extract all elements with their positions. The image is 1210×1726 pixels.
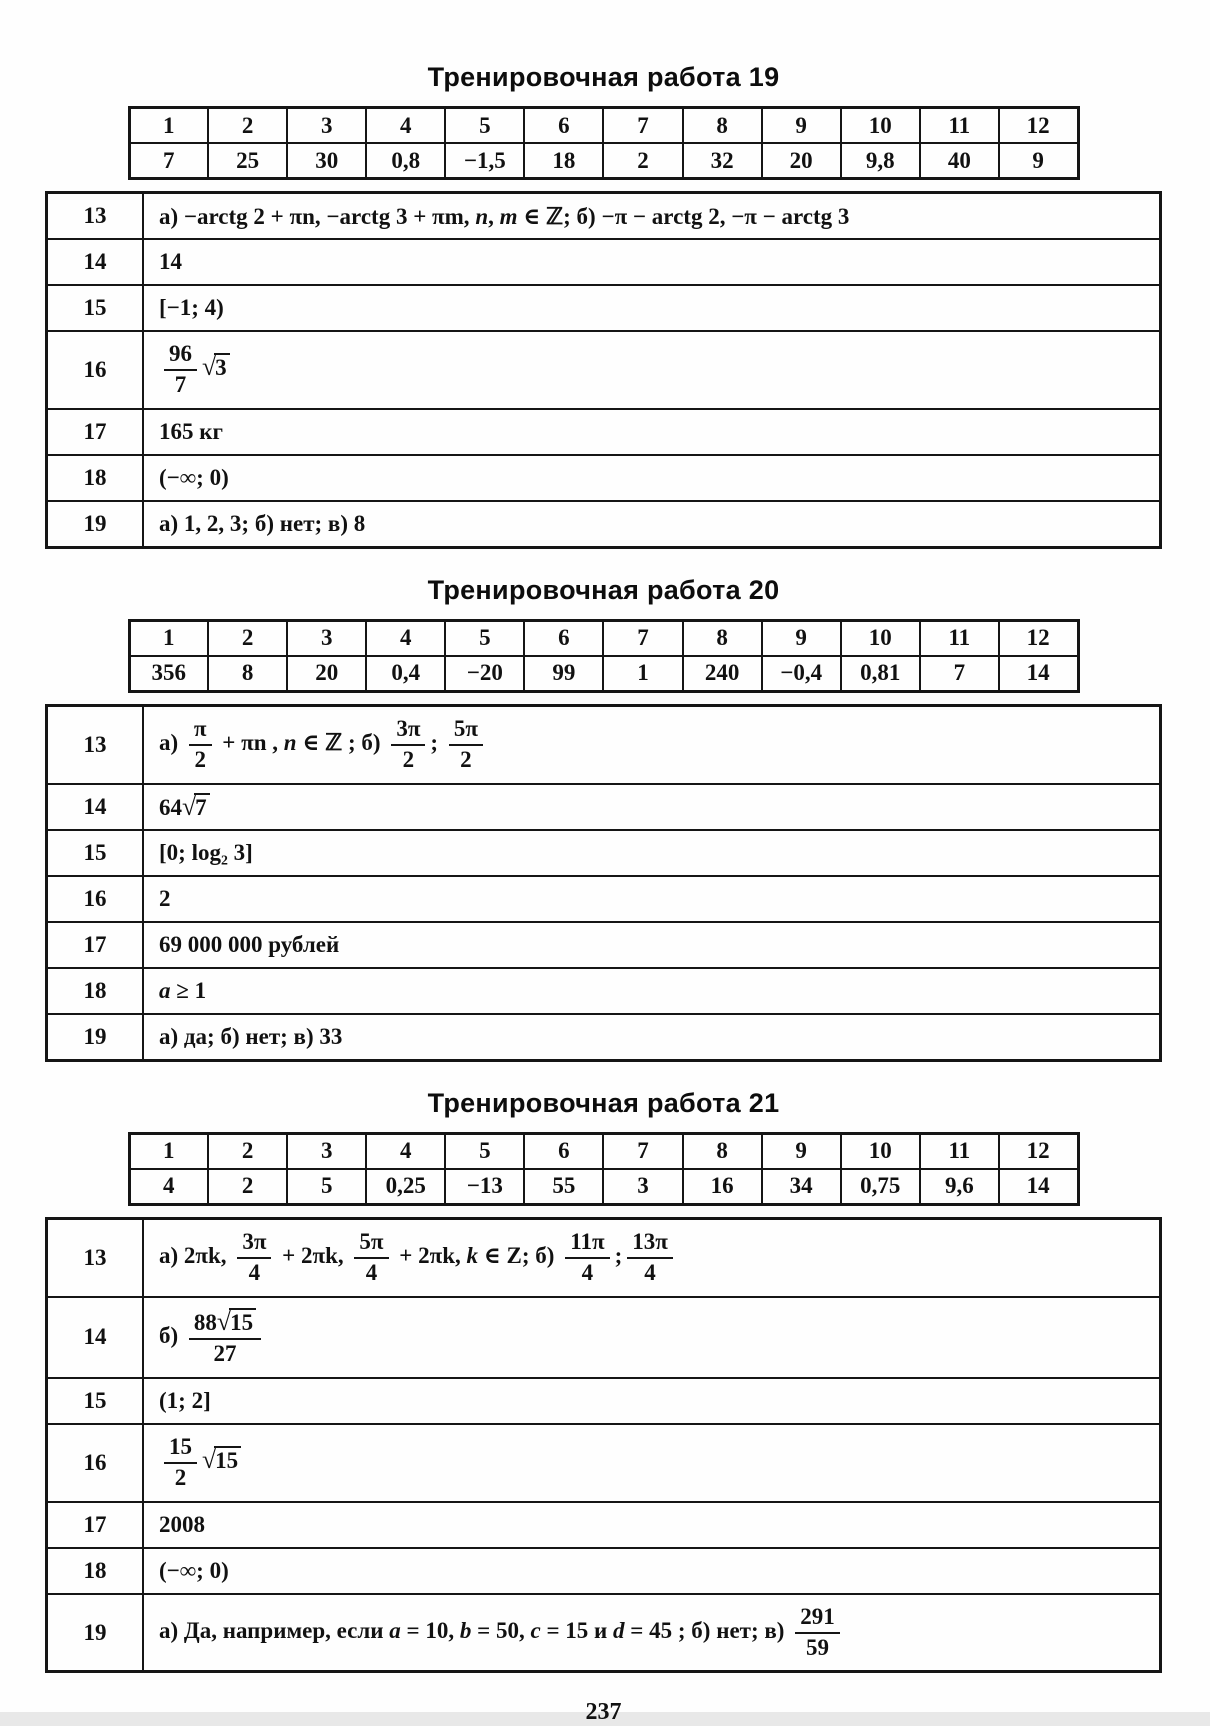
radicand: 15 (214, 1446, 241, 1473)
fraction-numerator (449, 716, 483, 746)
math-text: 165 кг (159, 418, 223, 444)
math-text: 2 (159, 885, 171, 911)
result-value-cell: 9,6 (920, 1169, 999, 1205)
result-header-cell: 11 (920, 108, 999, 144)
fraction (449, 716, 483, 774)
answer-content-cell (143, 455, 1161, 501)
answer-number-cell: 17 (47, 922, 144, 968)
answer-number-cell: 18 (47, 968, 144, 1014)
result-header-cell: 1 (129, 620, 208, 656)
answer-number-cell: 19 (47, 1014, 144, 1061)
math-text: + 2πk, (276, 1242, 350, 1268)
answer-content-cell (143, 1594, 1161, 1672)
math-text: б) (159, 1322, 184, 1348)
fraction-denominator (249, 1259, 261, 1286)
result-header-cell: 10 (841, 1133, 920, 1169)
math-text: [−1; 4) (159, 295, 224, 320)
answer-number-cell: 15 (47, 1378, 144, 1424)
answer-number-cell: 15 (47, 285, 144, 331)
result-value-cell: −1,5 (445, 143, 524, 179)
answer-row (47, 193, 1161, 240)
result-header-cell: 12 (999, 108, 1078, 144)
fraction (237, 1229, 271, 1287)
math-variable: m (499, 203, 518, 229)
radical-sign: √ (202, 352, 217, 382)
math-text: = 15 и (540, 1617, 614, 1643)
result-header-cell: 9 (762, 108, 841, 144)
result-value-cell: 356 (129, 656, 208, 692)
math-text: + πn , (216, 730, 284, 756)
result-header-cell: 8 (683, 620, 762, 656)
fraction-numerator (391, 716, 425, 746)
answer-number-cell: 16 (47, 331, 144, 409)
math-text: 2 (460, 747, 472, 773)
radical-sign: √ (202, 1444, 217, 1474)
fraction (164, 341, 197, 399)
math-text: 5π (453, 715, 478, 741)
fraction (189, 716, 212, 774)
math-text: 27 (213, 1341, 237, 1367)
result-value-cell: 20 (287, 656, 366, 692)
answers-table (45, 704, 1162, 1062)
result-header-cell: 3 (287, 108, 366, 144)
fraction-denominator (460, 746, 472, 773)
math-text: ; (614, 1242, 623, 1268)
answer-content-cell (143, 830, 1161, 876)
result-header-cell: 1 (129, 108, 208, 144)
answer-row (47, 1218, 1161, 1296)
math-text: ∈ Z; б) (478, 1242, 561, 1268)
math-text: 13π (632, 1228, 668, 1254)
math-text: + 2πk, (393, 1242, 467, 1268)
result-header-cell: 11 (920, 620, 999, 656)
result-value-cell: 7 (920, 656, 999, 692)
fraction-denominator (403, 746, 415, 773)
result-value-cell: 40 (920, 143, 999, 179)
result-value-cell: 240 (683, 656, 762, 692)
answer-row (47, 331, 1161, 409)
result-header-cell: 6 (524, 108, 603, 144)
fraction (627, 1229, 673, 1287)
answer-number-cell: 15 (47, 830, 144, 876)
math-text: 3π (242, 1228, 267, 1254)
answer-content-cell (143, 1297, 1161, 1378)
fraction-denominator (175, 371, 187, 398)
fraction-numerator (164, 341, 197, 371)
radical-sign: √ (216, 1306, 232, 1336)
answer-number-cell: 13 (47, 1218, 144, 1296)
answer-number-cell: 16 (47, 1424, 144, 1502)
math-text: 4 (248, 1260, 261, 1286)
section-title: Тренировочная работа 20 (427, 574, 780, 605)
math-text: 2008 (159, 1511, 205, 1537)
math-text: 4 (644, 1260, 656, 1286)
result-value-cell: −0,4 (762, 656, 841, 692)
result-header-cell: 8 (683, 1133, 762, 1169)
fraction-numerator (237, 1229, 271, 1259)
result-value-cell: 32 (683, 143, 762, 179)
answer-content-cell (143, 285, 1161, 331)
answer-content-cell (143, 1014, 1161, 1061)
answer-content-cell (143, 193, 1161, 240)
math-text: = 10, (400, 1617, 460, 1643)
section-title: Тренировочная работа 19 (427, 62, 780, 92)
result-header-cell: 4 (366, 620, 445, 656)
math-text: а) −arctg 2 + πn, −arctg 3 + πm, (159, 203, 476, 229)
math-text: 96 (169, 341, 192, 366)
math-text: а) 1, 2, 3; б) нет; в) 8 (159, 510, 366, 536)
result-header-cell: 4 (366, 1133, 445, 1169)
answer-content-cell (143, 409, 1161, 455)
math-variable: d (613, 1617, 625, 1643)
answer-number-cell: 18 (47, 455, 144, 501)
answer-row (47, 1548, 1161, 1594)
math-text: а) Да, например, если (159, 1617, 390, 1643)
result-header-cell: 6 (524, 1133, 603, 1169)
math-variable: a (389, 1617, 401, 1643)
fraction-denominator (582, 1259, 594, 1286)
answer-row (47, 455, 1161, 501)
results-values-row (129, 1169, 1078, 1205)
answer-row (47, 705, 1161, 783)
math-text: ∈ ℤ ; б) (296, 730, 387, 756)
math-text: π (193, 715, 207, 741)
math-text: 4 (581, 1260, 594, 1286)
sections-container (45, 62, 1162, 1673)
math-text: = 50, (471, 1617, 531, 1643)
answer-content-cell (143, 1424, 1161, 1502)
answer-number-cell: 17 (47, 409, 144, 455)
result-header-cell: 12 (999, 620, 1078, 656)
result-header-cell: 3 (287, 620, 366, 656)
sqrt-expression (182, 792, 210, 822)
answer-content-cell (143, 1378, 1161, 1424)
math-variable: a (159, 977, 171, 1003)
math-text: [0; log₂ 3] (159, 839, 253, 865)
math-text: 88 (193, 1309, 217, 1335)
result-header-cell: 2 (208, 620, 287, 656)
result-value-cell: 0,25 (366, 1169, 445, 1205)
math-text: 5π (359, 1228, 384, 1254)
answer-content-cell (143, 1548, 1161, 1594)
result-value-cell: 2 (208, 1169, 287, 1205)
results-header-row (129, 108, 1078, 144)
result-value-cell: 7 (129, 143, 208, 179)
result-header-cell: 6 (524, 620, 603, 656)
math-text: 2 (194, 747, 206, 773)
results-grid-table (128, 1132, 1080, 1206)
answer-row (47, 876, 1161, 922)
math-text: (1; 2] (159, 1387, 211, 1413)
answer-content-cell (143, 331, 1161, 409)
result-header-cell: 10 (841, 108, 920, 144)
answer-number-cell: 19 (47, 1594, 144, 1672)
answer-number-cell: 19 (47, 501, 144, 548)
answer-row (47, 1014, 1161, 1061)
answer-row (47, 968, 1161, 1014)
results-grid-table (128, 619, 1080, 693)
math-text: 3π (396, 715, 421, 741)
answers-table (45, 1217, 1162, 1674)
result-value-cell: 0,81 (841, 656, 920, 692)
radicand: 3 (214, 353, 230, 380)
result-value-cell: 3 (603, 1169, 682, 1205)
radical-sign: √ (182, 791, 197, 821)
answer-row (47, 239, 1161, 285)
math-variable: n (283, 730, 297, 756)
math-text: 2 (174, 1465, 187, 1491)
result-header-cell: 10 (841, 620, 920, 656)
result-header-cell: 2 (208, 108, 287, 144)
answer-content-cell (143, 705, 1161, 783)
math-text: 69 000 000 рублей (159, 931, 340, 957)
result-value-cell: 16 (683, 1169, 762, 1205)
answer-content-cell (143, 784, 1161, 830)
answer-number-cell: 13 (47, 193, 144, 240)
result-header-cell: 7 (603, 1133, 682, 1169)
answer-row (47, 409, 1161, 455)
result-value-cell: 2 (603, 143, 682, 179)
answer-row (47, 922, 1161, 968)
math-variable: c (530, 1617, 541, 1643)
math-variable: k (466, 1242, 479, 1268)
result-value-cell: 4 (129, 1169, 208, 1205)
fraction-numerator (189, 1307, 261, 1341)
result-value-cell: 0,4 (366, 656, 445, 692)
answer-number-cell: 13 (47, 705, 144, 783)
answer-content-cell (143, 501, 1161, 548)
fraction (189, 1307, 261, 1368)
math-variable: b (459, 1617, 472, 1643)
answer-content-cell (143, 1218, 1161, 1296)
result-value-cell: 14 (999, 656, 1078, 692)
math-text: ≥ 1 (170, 977, 207, 1003)
answer-number-cell: 16 (47, 876, 144, 922)
result-header-cell: 3 (287, 1133, 366, 1169)
fraction-numerator (627, 1229, 673, 1259)
math-text: 2 (402, 747, 415, 773)
fraction-denominator (806, 1634, 829, 1661)
answer-content-cell (143, 876, 1161, 922)
result-header-cell: 7 (603, 108, 682, 144)
fraction (565, 1229, 609, 1287)
answer-content-cell (143, 239, 1161, 285)
result-header-cell: 7 (603, 620, 682, 656)
fraction-numerator (354, 1229, 388, 1259)
results-header-row (129, 620, 1078, 656)
math-text: 14 (159, 249, 182, 274)
result-header-cell: 9 (762, 620, 841, 656)
results-values-row (129, 656, 1078, 692)
radicand: 15 (229, 1308, 256, 1335)
result-value-cell: 0,8 (366, 143, 445, 179)
result-header-cell: 8 (683, 108, 762, 144)
math-text: , (488, 203, 500, 229)
math-text: = 45 ; б) нет; в) (624, 1617, 791, 1643)
sqrt-expression (217, 1307, 256, 1337)
fraction-denominator (644, 1259, 656, 1286)
result-header-cell: 5 (445, 1133, 524, 1169)
answer-row (47, 1594, 1161, 1672)
result-header-cell: 1 (129, 1133, 208, 1169)
result-header-cell: 2 (208, 1133, 287, 1169)
fraction-numerator (565, 1229, 609, 1259)
math-text: 4 (365, 1260, 378, 1286)
fraction-numerator (189, 716, 212, 746)
fraction (164, 1434, 197, 1492)
answer-row (47, 830, 1161, 876)
answer-number-cell: 14 (47, 239, 144, 285)
math-text: а) 2πk, (159, 1242, 233, 1268)
answer-row (47, 501, 1161, 548)
math-text: (−∞; 0) (159, 464, 229, 490)
answer-number-cell: 17 (47, 1502, 144, 1548)
result-value-cell: 5 (287, 1169, 366, 1205)
answer-row (47, 1378, 1161, 1424)
answer-number-cell: 14 (47, 784, 144, 830)
math-text: 11π (570, 1228, 605, 1254)
result-value-cell: 8 (208, 656, 287, 692)
answer-number-cell: 14 (47, 1297, 144, 1378)
fraction-numerator (795, 1604, 840, 1634)
sqrt-expression (202, 352, 230, 382)
answer-content-cell (143, 968, 1161, 1014)
result-header-cell: 11 (920, 1133, 999, 1169)
fraction-denominator (213, 1340, 236, 1367)
worksheet-section (45, 575, 1162, 1062)
answers-table (45, 191, 1162, 549)
answer-content-cell (143, 922, 1161, 968)
math-text: а) (159, 730, 184, 756)
fraction-denominator (175, 1464, 187, 1491)
result-value-cell: 9 (999, 143, 1078, 179)
radicand: 7 (194, 793, 210, 820)
result-value-cell: 99 (524, 656, 603, 692)
worksheet-section (45, 1088, 1162, 1674)
answer-row (47, 1297, 1161, 1378)
result-value-cell: 18 (524, 143, 603, 179)
result-value-cell: 34 (762, 1169, 841, 1205)
result-header-cell: 5 (445, 108, 524, 144)
result-value-cell: 25 (208, 143, 287, 179)
math-text: 7 (174, 372, 187, 398)
math-text: ; (430, 730, 444, 756)
answer-content-cell (143, 1502, 1161, 1548)
fraction-denominator (366, 1259, 378, 1286)
math-text: а) да; б) нет; в) 33 (159, 1023, 343, 1049)
result-header-cell: 5 (445, 620, 524, 656)
answer-row (47, 1424, 1161, 1502)
answer-row (47, 1502, 1161, 1548)
results-values-row (129, 143, 1078, 179)
result-value-cell: 9,8 (841, 143, 920, 179)
fraction (354, 1229, 388, 1287)
result-value-cell: 1 (603, 656, 682, 692)
results-header-row (129, 1133, 1078, 1169)
result-value-cell: 14 (999, 1169, 1078, 1205)
math-text: 15 (169, 1433, 192, 1459)
math-variable: n (475, 203, 489, 229)
answer-row (47, 285, 1161, 331)
result-value-cell: 55 (524, 1169, 603, 1205)
page-number: 237 (585, 1699, 622, 1726)
section-title: Тренировочная работа 21 (427, 1087, 780, 1118)
fraction (391, 716, 425, 774)
result-header-cell: 4 (366, 108, 445, 144)
result-value-cell: 0,75 (841, 1169, 920, 1205)
sqrt-expression (202, 1445, 241, 1475)
math-text: (−∞; 0) (159, 1557, 229, 1583)
worksheet-section (45, 62, 1162, 549)
result-header-cell: 9 (762, 1133, 841, 1169)
math-text: ∈ ℤ; б) −π − arctg 2, −π − arctg 3 (517, 203, 850, 229)
math-text: 59 (805, 1635, 829, 1660)
math-text: 64 (159, 794, 182, 820)
math-text: 291 (800, 1603, 835, 1629)
answer-number-cell: 18 (47, 1548, 144, 1594)
result-value-cell: −13 (445, 1169, 524, 1205)
result-value-cell: 20 (762, 143, 841, 179)
answer-row (47, 784, 1161, 830)
result-value-cell: 30 (287, 143, 366, 179)
fraction-numerator (164, 1434, 197, 1464)
results-grid-table (128, 106, 1080, 180)
result-value-cell: −20 (445, 656, 524, 692)
fraction-denominator (194, 746, 206, 773)
fraction (795, 1604, 840, 1662)
result-header-cell: 12 (999, 1133, 1078, 1169)
